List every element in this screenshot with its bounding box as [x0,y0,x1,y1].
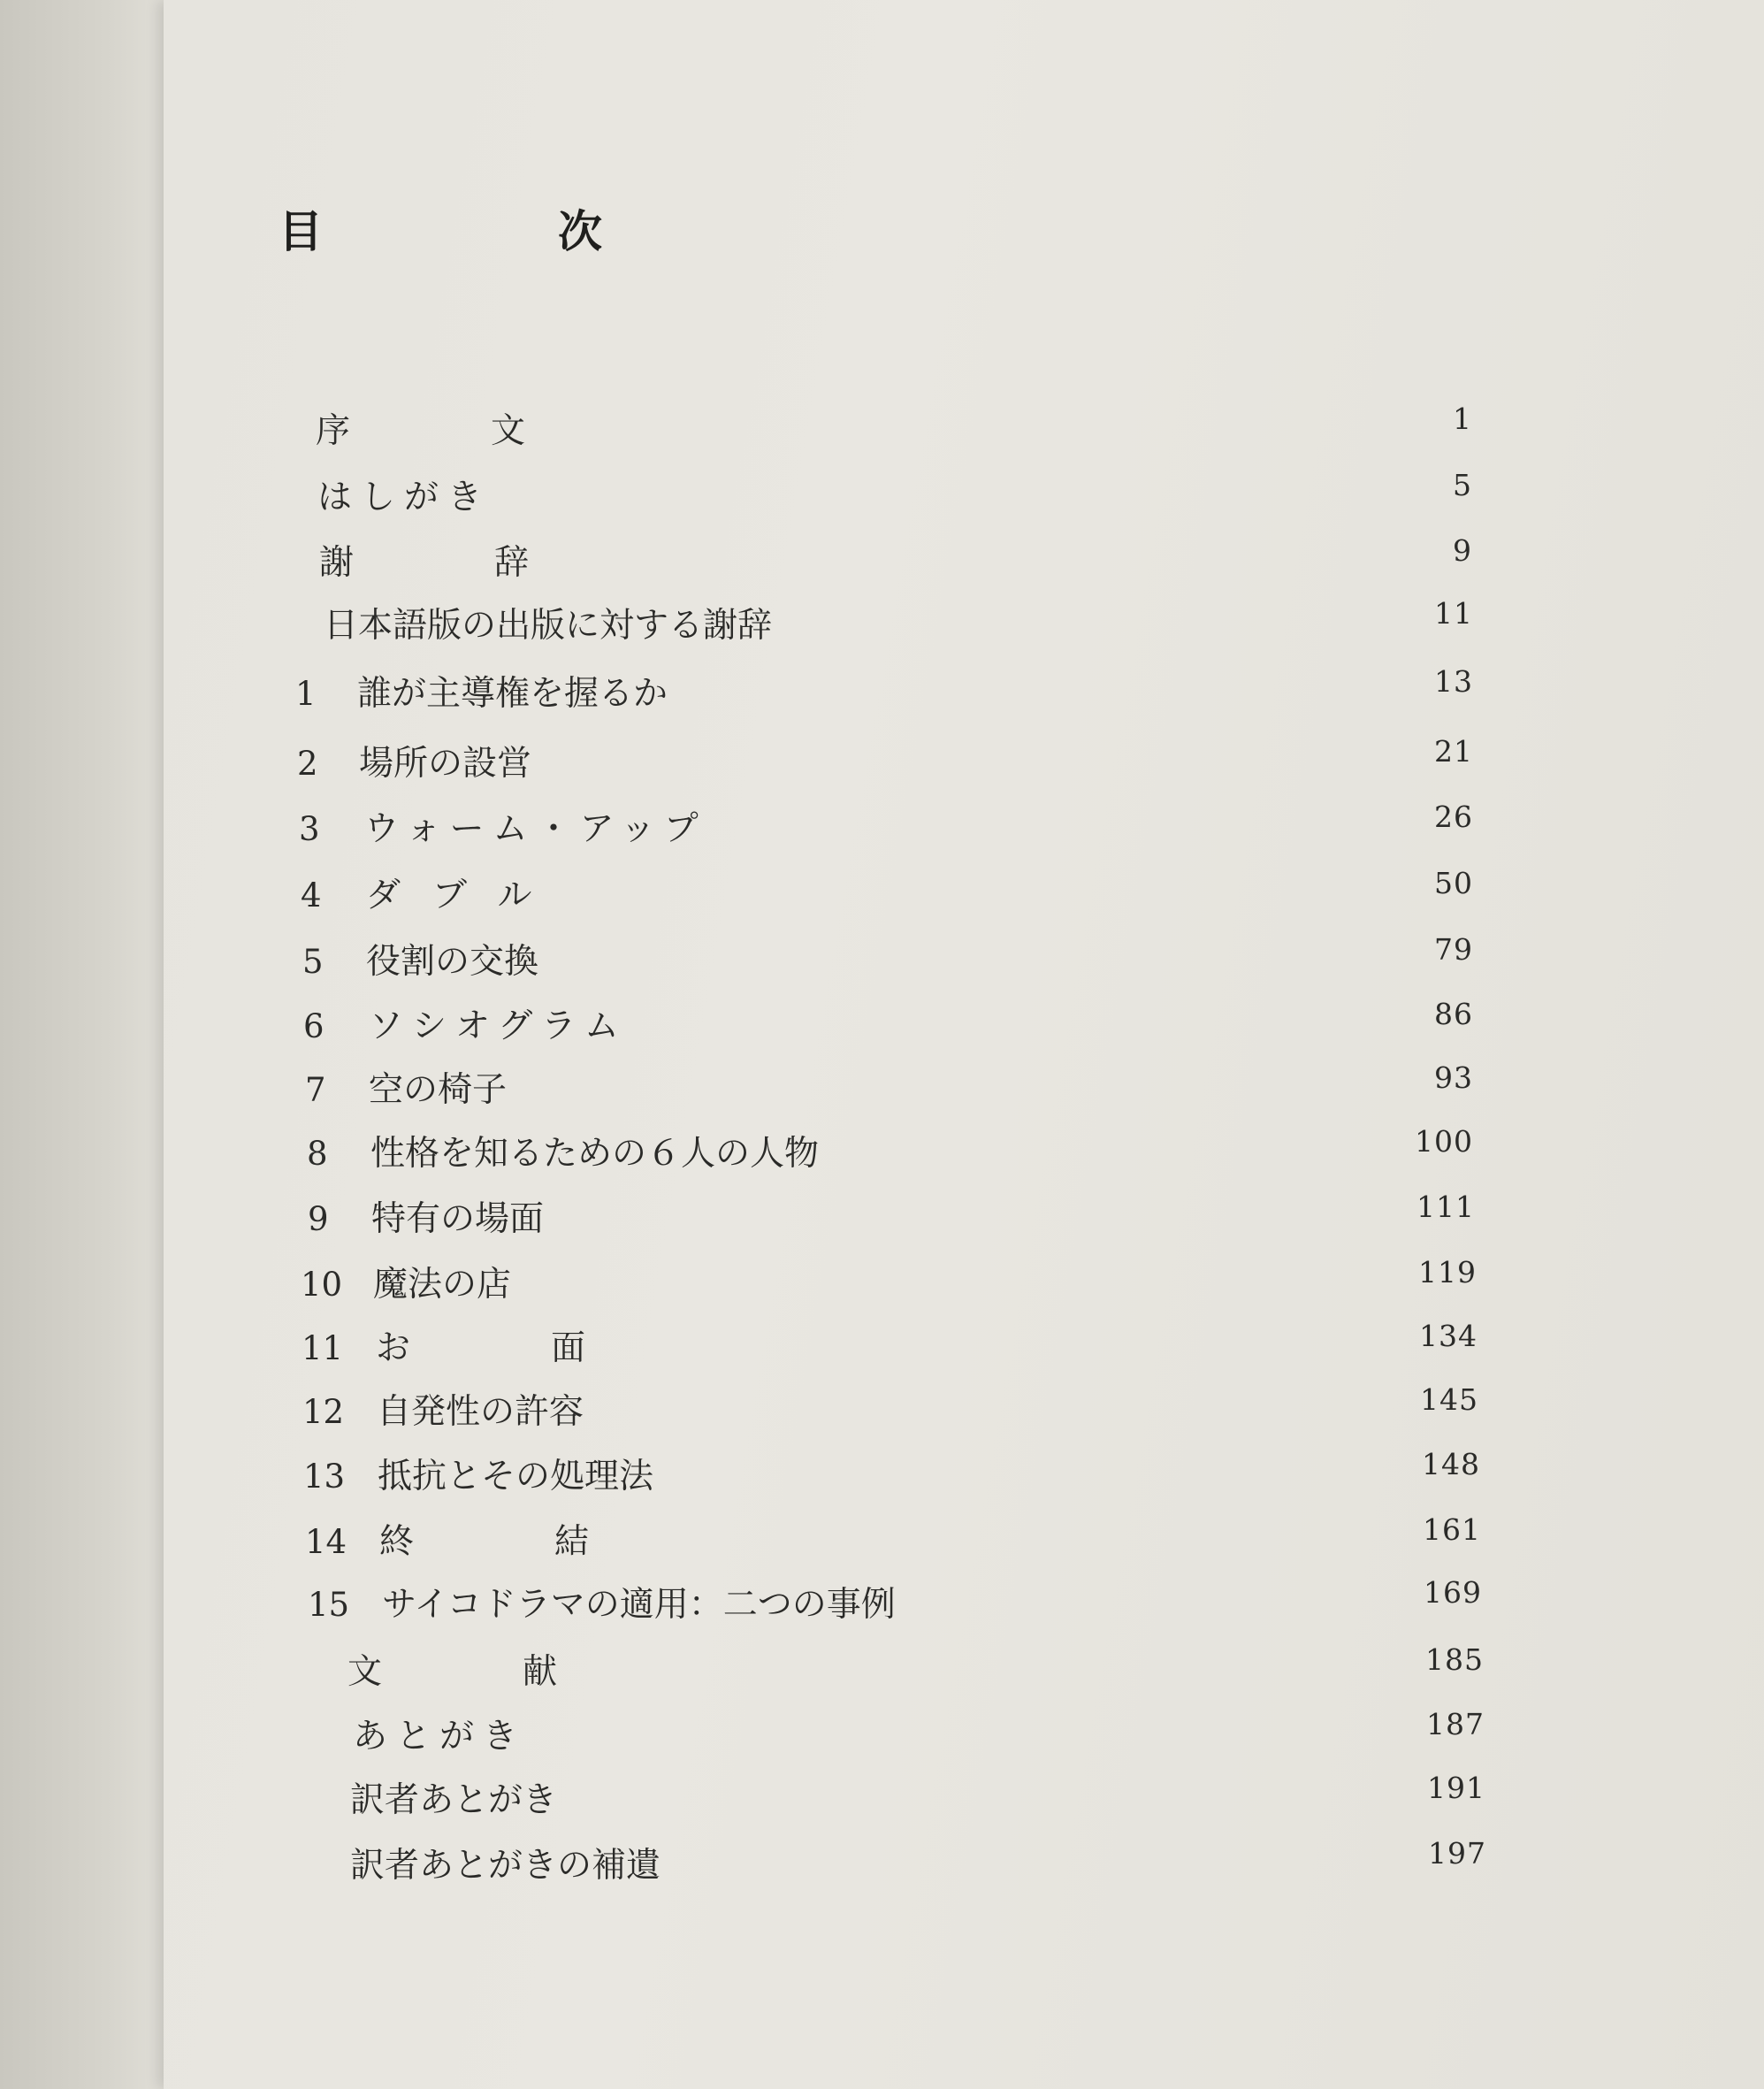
toc-entry-label: 抵抗とその処理法 [378,1457,654,1496]
toc-entry-japanese-edition-acknowledgements [322,596,1473,653]
toc-entry-page: 21 [1434,734,1473,769]
toc-entry-number: 8 [307,1135,328,1173]
toc-entry-references [346,1642,1484,1699]
toc-entry-number: 14 [305,1523,347,1561]
toc-entry-label: 役割の交換 [366,942,539,982]
toc-entry-label: 特有の場面 [371,1199,545,1239]
toc-entry-label: はしがき [317,478,492,517]
toc-entry-page: 191 [1427,1771,1485,1805]
toc-entry-label: 場所の設営 [359,744,532,784]
toc-entry-page: 134 [1419,1319,1478,1353]
toc-entry-label: 訳者あとがき [350,1780,558,1820]
toc-entry-page: 145 [1420,1382,1478,1417]
toc-entry-page: 119 [1418,1255,1477,1289]
toc-entry-number: 11 [302,1329,344,1367]
toc-entry-label: ウォーム・アップ [364,809,707,849]
toc-entry-preface [314,402,1472,458]
toc-entry-label: 文 献 [347,1652,611,1692]
toc-entry-page: 79 [1434,932,1473,967]
toc-entry-label: ダブル [366,876,564,915]
toc-entry-page: 148 [1422,1447,1480,1481]
toc-entry-label: 謝 辞 [319,543,583,583]
toc-entry-number: 2 [297,745,318,783]
toc-entry-page: 11 [1434,596,1473,631]
toc-entry-number: 3 [299,810,320,848]
toc-entry-label: 終 結 [379,1522,643,1562]
toc-entry-label: お 面 [376,1328,639,1368]
toc-entry-chapter-10 [301,1255,1477,1312]
toc-entry-label: ソシオグラム [369,1006,628,1046]
toc-entry-number: 13 [303,1458,346,1496]
toc-entry-label: 誰が主導権を握るか [357,674,668,714]
toc-entry-number: 15 [308,1586,350,1624]
toc-entry-number: 5 [302,943,324,981]
toc-entry-page: 5 [1453,468,1472,502]
toc-entry-chapter-6 [303,997,1473,1053]
toc-entry-page: 93 [1434,1060,1473,1095]
toc-entry-page: 187 [1426,1707,1485,1741]
toc-entry-label: 空の椅子 [369,1070,508,1110]
toc-title: 目 次 [279,205,698,257]
toc-entry-label: 性格を知るための６人の人物 [370,1134,820,1174]
toc-entry-page: 13 [1434,664,1473,699]
toc-entry-label: サイコドラマの適用：二つの事例 [382,1585,896,1625]
toc-entry-page: 111 [1417,1190,1475,1224]
toc-entry-chapter-5 [302,932,1473,989]
toc-entry-page: 1 [1453,402,1472,436]
toc-entry-label: 魔法の店 [373,1265,512,1305]
toc-entry-page: 50 [1434,866,1473,900]
toc-entry-page: 197 [1428,1836,1486,1871]
toc-entry-label: 自発性の許容 [377,1392,584,1432]
toc-entry-acknowledgements [317,533,1472,590]
toc-entry-page: 161 [1423,1512,1481,1547]
toc-entry-label: あとがき [353,1717,527,1756]
toc-entry-label: 序 文 [316,411,579,451]
toc-entry-page: 169 [1424,1575,1482,1610]
toc-entry-chapter-12 [302,1382,1478,1439]
toc-entry-chapter-8 [307,1124,1473,1181]
toc-entry-label: 訳者あとがきの補遺 [350,1846,661,1886]
toc-entry-chapter-4 [301,866,1473,922]
toc-entry-number: 1 [295,675,317,713]
toc-entry-foreword [316,468,1472,524]
toc-entry-chapter-9 [308,1190,1475,1246]
toc-entry-chapter-13 [303,1447,1480,1504]
toc-entry-number: 6 [303,1007,325,1045]
toc-entry-chapter-14 [305,1512,1481,1569]
toc-entry-page: 9 [1453,533,1472,568]
toc-entry-chapter-1 [295,664,1473,721]
toc-entry-chapter-15 [308,1575,1482,1632]
toc-entry-number: 4 [301,876,322,914]
toc-entry-translator-afterword [348,1771,1485,1827]
toc-entry-number: 9 [308,1200,329,1238]
toc-entry-number: 7 [305,1071,326,1109]
toc-entry-label: 日本語版の出版に対する謝辞 [324,606,773,646]
toc-entry-page: 185 [1425,1642,1484,1677]
toc-entry-translator-afterword-supplement [348,1836,1486,1893]
toc-entry-chapter-2 [297,734,1473,791]
toc-entry-chapter-11 [302,1319,1478,1375]
toc-entry-number: 12 [302,1393,345,1431]
toc-entry-chapter-7 [305,1060,1473,1117]
toc-entry-page: 100 [1415,1124,1473,1159]
toc-entry-page: 86 [1434,997,1473,1031]
toc-entry-page: 26 [1434,800,1473,834]
toc-entry-afterword [351,1707,1485,1764]
toc-entry-number: 10 [301,1266,343,1304]
toc-entry-chapter-3 [299,800,1473,856]
